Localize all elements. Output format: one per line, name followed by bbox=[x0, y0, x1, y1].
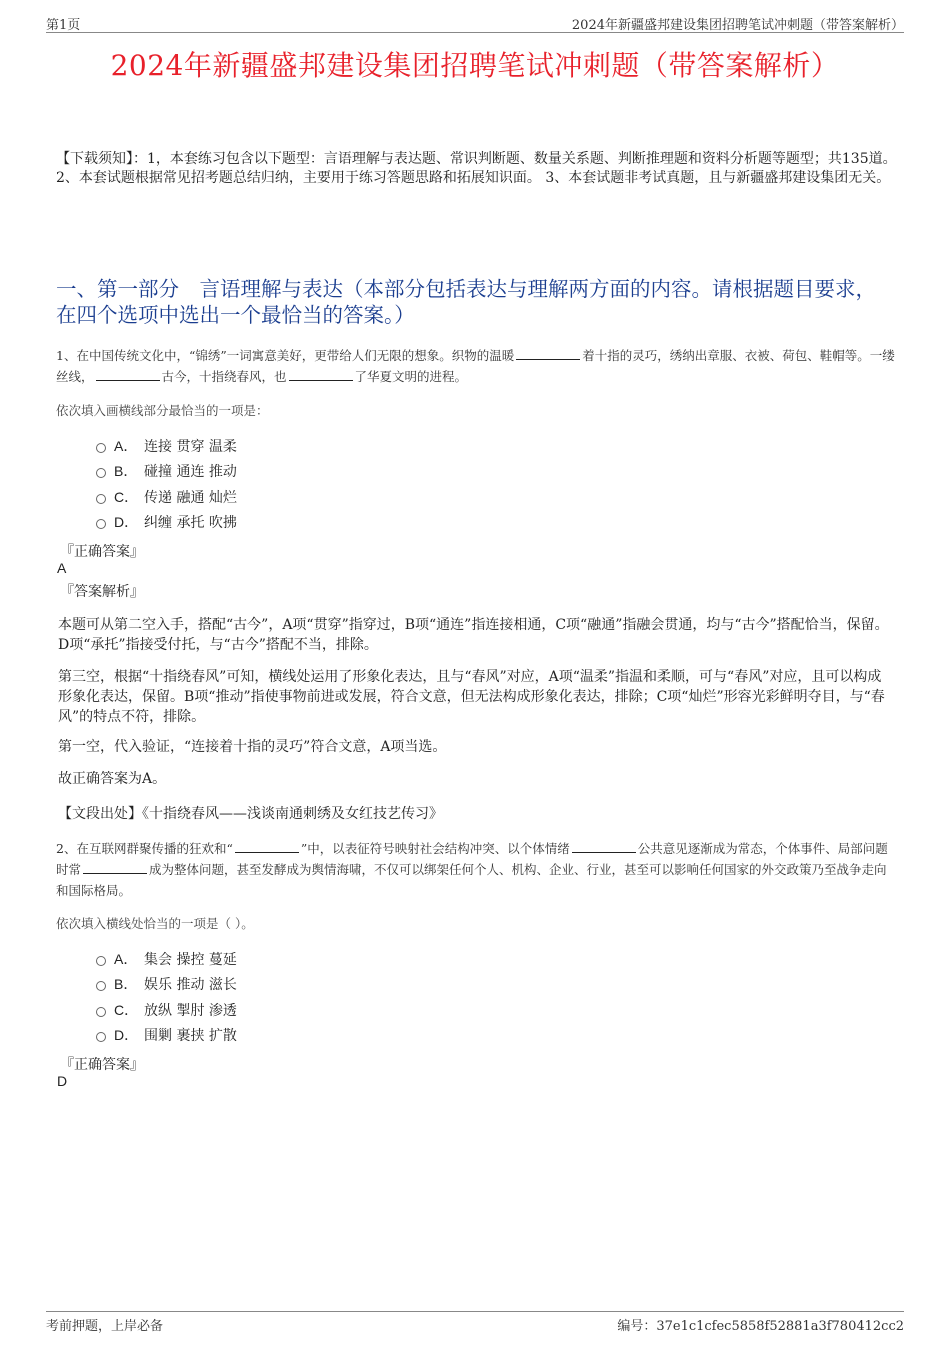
option-letter: C． bbox=[114, 488, 139, 505]
radio-icon[interactable] bbox=[96, 494, 106, 504]
question-1-segment: 1、在中国传统文化中，“锦绣”一词寓意美好，更带给人们无限的想象。织物的温暖 bbox=[56, 348, 515, 363]
page-number: 第1页 bbox=[46, 18, 81, 33]
radio-icon[interactable] bbox=[96, 956, 106, 966]
radio-icon[interactable] bbox=[96, 981, 106, 991]
option-d[interactable] bbox=[96, 510, 237, 536]
analysis-paragraph: 故正确答案为A。 bbox=[58, 771, 167, 787]
option-c[interactable] bbox=[96, 484, 237, 510]
option-letter: D． bbox=[114, 1027, 139, 1044]
radio-icon[interactable] bbox=[96, 468, 106, 478]
question-1-instruction: 依次填入画横线部分最恰当的一项是： bbox=[56, 403, 269, 418]
analysis-label: 『答案解析』 bbox=[60, 584, 144, 600]
question-2-segment: 2、在互联网群聚传播的狂欢和“ bbox=[56, 841, 233, 856]
page-header bbox=[46, 14, 904, 33]
source-citation: 【文段出处】《十指绕春风——浅谈南通刺绣及女红技艺传习》 bbox=[58, 806, 443, 822]
option-text: 娱乐 推动 滋长 bbox=[144, 977, 237, 994]
question-2-segment: 公共意见逐渐成为常态，个体事件、局部问题时常 bbox=[56, 841, 888, 877]
option-a[interactable] bbox=[96, 946, 237, 972]
option-a[interactable] bbox=[96, 433, 237, 459]
option-text: 纠缠 承托 吹拂 bbox=[144, 515, 237, 532]
option-text: 连接 贯穿 温柔 bbox=[144, 438, 237, 455]
option-letter: B． bbox=[114, 976, 138, 993]
fill-blank bbox=[83, 861, 147, 874]
document-title: 2024年新疆盛邦建设集团招聘笔试冲刺题（带答案解析） bbox=[110, 49, 840, 82]
question-2-segment: 成为整体问题，甚至发酵成为舆情海啸，不仅可以绑架任何个人、机构、企业、行业，甚至可以影响任何国家的外交政策乃至战争走向和国际格局。 bbox=[56, 862, 887, 898]
option-letter: D． bbox=[114, 514, 139, 531]
option-c[interactable] bbox=[96, 997, 237, 1023]
footer-slogan: 考前押题，上岸必备 bbox=[46, 1319, 164, 1334]
option-d[interactable] bbox=[96, 1023, 237, 1049]
download-notice: 【下载须知】：1，本套练习包含以下题型：言语理解与表达题、常识判断题、数量关系题、判断推理题和资料分析题等题型；共135道。 2、本套试题根据常见招考题总结归纳，主要用于练习答题思路和拓展知识面。 3、本套试题非考试真题，且与新疆盛邦建设集团无关。 bbox=[56, 151, 897, 186]
question-1-text bbox=[56, 345, 896, 387]
section-title: 一、第一部分 言语理解与表达（本部分包括表达与理解两方面的内容。请根据题目要求，在四个选项中选出一个最恰当的答案。） bbox=[56, 277, 876, 327]
answer-label: 『正确答案』 bbox=[60, 1057, 144, 1073]
option-text: 传递 融通 灿烂 bbox=[144, 489, 237, 506]
question-1-segment: 着十指的灵巧，绣纳出章服、衣被、荷包、鞋帽等。一缕丝线， bbox=[56, 348, 895, 384]
option-b[interactable] bbox=[96, 459, 237, 485]
analysis-paragraph: 第三空，根据“十指绕春风”可知，横线处运用了形象化表达，且与“春风”对应，A项“温柔”指温和柔顺，可与“春风”对应，且可以构成形象化表达，保留。B项“推动”指使事物前进或发展，符合文意，但无法构成形象化表达，排除；C项“灿烂”形容光彩鲜明夺目，与“春风”的特点不符，排除。 bbox=[58, 669, 885, 725]
analysis-paragraph: 第一空，代入验证，“连接着十指的灵巧”符合文意，A项当选。 bbox=[58, 739, 447, 755]
option-text: 碰撞 通连 推动 bbox=[144, 464, 237, 481]
fill-blank bbox=[572, 840, 636, 853]
question-2-text bbox=[56, 838, 896, 901]
answer-value: A bbox=[57, 560, 67, 576]
answer-label: 『正确答案』 bbox=[60, 544, 144, 560]
fill-blank bbox=[289, 368, 353, 381]
question-1-segment: 古今，十指绕春风，也 bbox=[161, 369, 287, 384]
option-b[interactable] bbox=[96, 972, 237, 998]
footer-doc-id: 编号：37e1c1cfec5858f52881a3f780412cc2 bbox=[617, 1319, 904, 1334]
option-letter: A． bbox=[114, 950, 138, 967]
question-1-segment: 了华夏文明的进程。 bbox=[354, 369, 468, 384]
question-2-segment: ”中，以表征符号映射社会结构冲突、以个体情绪 bbox=[300, 841, 570, 856]
header-doc-title: 2024年新疆盛邦建设集团招聘笔试冲刺题（带答案解析） bbox=[571, 18, 904, 33]
question-1-options bbox=[96, 433, 237, 535]
option-letter: C． bbox=[114, 1001, 139, 1018]
option-text: 放纵 掣肘 渗透 bbox=[144, 1002, 237, 1019]
answer-value: D bbox=[57, 1073, 68, 1089]
fill-blank bbox=[516, 347, 580, 360]
option-letter: B． bbox=[114, 463, 138, 480]
analysis-paragraph: 本题可从第二空入手，搭配“古今”，A项“贯穿”指穿过，B项“通连”指连接相通，C项“融通”指融会贯通，均与“古今”搭配恰当，保留。D项“承托”指接受付托，与“古今”搭配不当，排除。 bbox=[58, 617, 889, 653]
question-2-options bbox=[96, 946, 237, 1048]
fill-blank bbox=[96, 368, 160, 381]
radio-icon[interactable] bbox=[96, 1007, 106, 1017]
question-2-instruction: 依次填入横线处恰当的一项是（ ）。 bbox=[56, 916, 254, 931]
option-text: 围剿 裹挟 扩散 bbox=[144, 1028, 237, 1045]
option-text: 集会 操控 蔓延 bbox=[144, 951, 237, 968]
radio-icon[interactable] bbox=[96, 1032, 106, 1042]
radio-icon[interactable] bbox=[96, 519, 106, 529]
page-footer bbox=[46, 1311, 904, 1332]
fill-blank bbox=[235, 840, 299, 853]
radio-icon[interactable] bbox=[96, 443, 106, 453]
option-letter: A． bbox=[114, 437, 138, 454]
